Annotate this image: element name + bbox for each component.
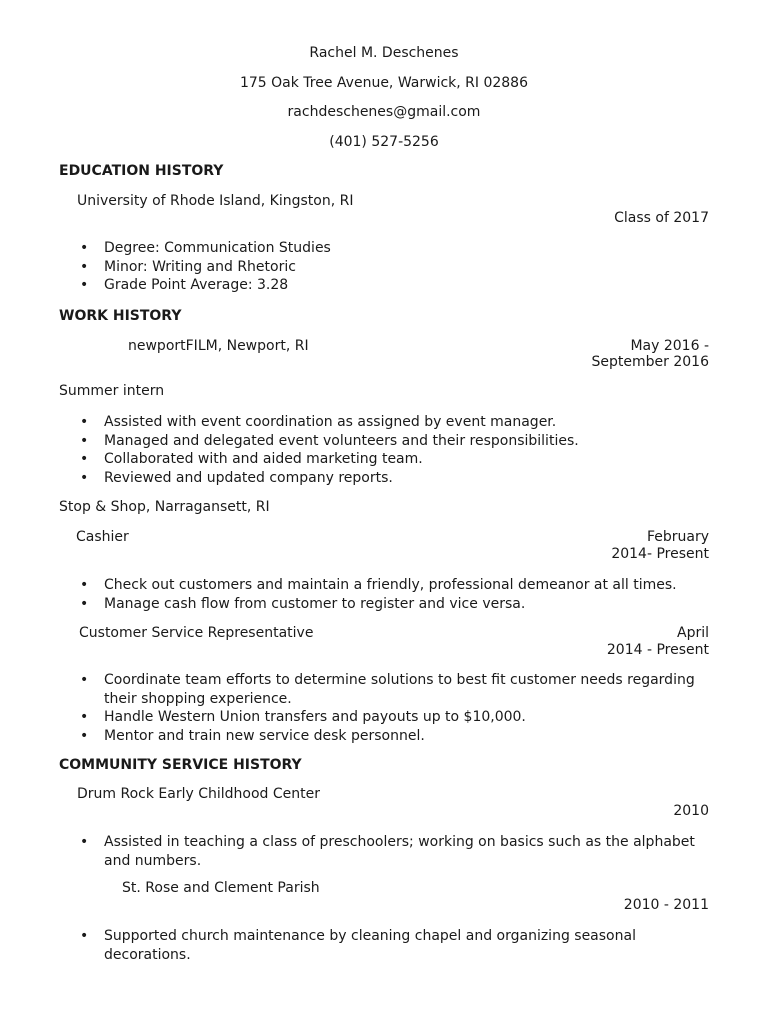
job2-role1-title: Cashier [76,529,129,545]
list-item: • Reviewed and updated company reports. [80,469,700,488]
list-item: • Manage cash flow from customer to register and vice versa. [80,595,700,614]
list-item: • Degree: Communication Studies [80,239,700,258]
job2-role2-title: Customer Service Representative [79,625,314,641]
org2-name: St. Rose and Clement Parish [122,880,320,896]
education-date: Class of 2017 [614,210,709,226]
contact-phone: (401) 527-5256 [329,134,439,150]
job1-date-start: May 2016 - [630,338,709,354]
list-item: • Grade Point Average: 3.28 [80,276,700,295]
list-item: • Managed and delegated event volunteers and their responsibilities. [80,432,700,451]
list-item: • Mentor and train new service desk personnel. [80,727,700,746]
org1-bullet-list [80,833,700,870]
work-heading: WORK HISTORY [59,308,182,324]
job2-role1-date-end: 2014- Present [611,546,709,562]
list-item: • Supported church maintenance by cleaning chapel and organizing seasonal decorations. [80,927,700,964]
job2-role2-date-end: 2014 - Present [606,642,709,658]
job1-title: Summer intern [59,383,165,399]
contact-address: 175 Oak Tree Avenue, Warwick, RI 02886 [239,75,529,91]
list-item: • Minor: Writing and Rhetoric [80,258,700,277]
job1-date-end: September 2016 [591,354,709,370]
education-heading: EDUCATION HISTORY [59,163,224,179]
org1-date: 2010 [673,803,709,819]
list-item: • Assisted with event coordination as assigned by event manager. [80,413,700,432]
org1-name: Drum Rock Early Childhood Center [77,786,320,802]
org2-bullet-list [80,927,700,964]
job2-role1-bullet-list [80,576,700,613]
job2-employer: Stop & Shop, Narragansett, RI [59,499,270,515]
education-school: University of Rhode Island, Kingston, RI [77,193,354,209]
education-bullet-list [80,239,700,295]
contact-email: rachdeschenes@gmail.com [287,104,481,120]
job2-role1-date-start: February [646,529,709,545]
list-item: • Assisted in teaching a class of preschoolers; working on basics such as the alphabet and numbers. [80,833,700,870]
list-item: • Check out customers and maintain a friendly, professional demeanor at all times. [80,576,700,595]
list-item: • Collaborated with and aided marketing team. [80,450,700,469]
job2-role2-bullet-list [80,671,700,745]
job1-employer: newportFILM, Newport, RI [128,338,309,354]
job1-bullet-list [80,413,700,487]
community-heading: COMMUNITY SERVICE HISTORY [59,757,302,773]
job2-role2-date-start: April [677,625,709,641]
list-item: • Handle Western Union transfers and payouts up to $10,000. [80,708,700,727]
list-item: • Coordinate team efforts to determine solutions to best fit customer needs regarding their shopping experience. [80,671,700,708]
contact-name: Rachel M. Deschenes [309,45,459,61]
org2-date: 2010 - 2011 [623,897,709,913]
